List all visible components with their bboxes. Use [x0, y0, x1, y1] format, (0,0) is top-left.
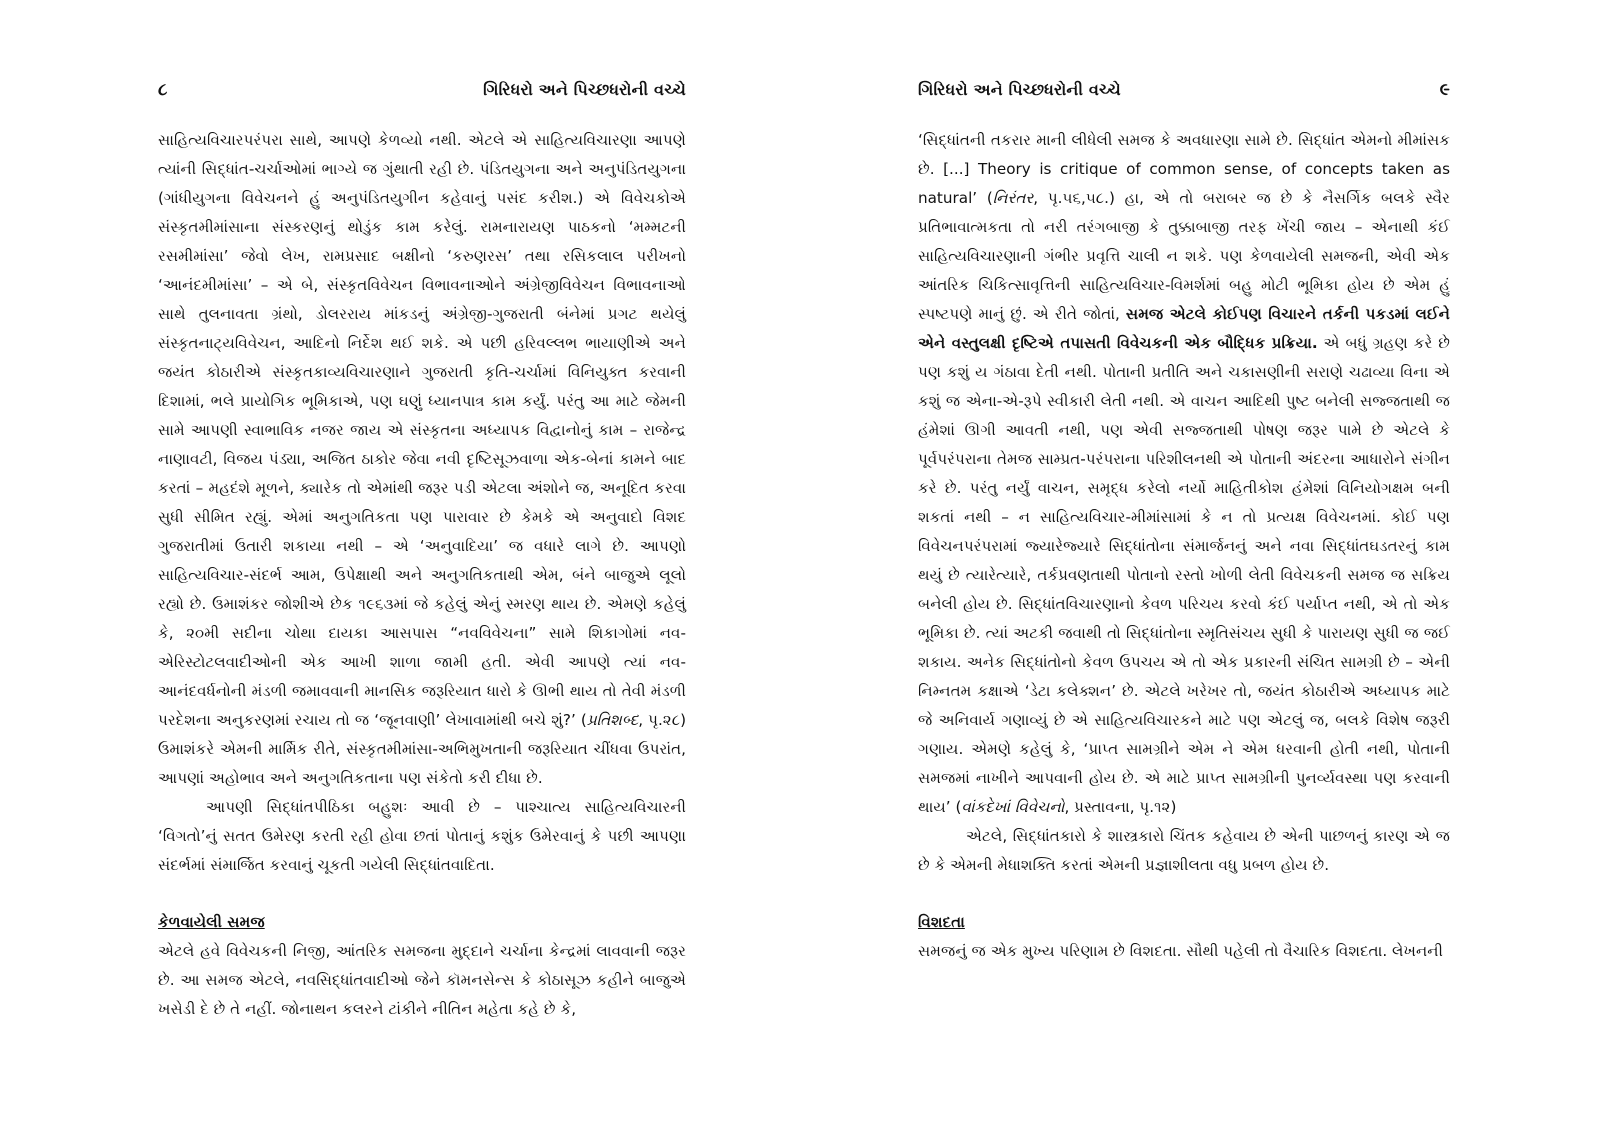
right-para1-start: ‘સિદ્ધાંતની તકરાર માની લીધેલી સમજ કે અવધારણા સામે છે. સિદ્ધાંત એમનો મીમાંસક છે. [...] Theory is critique of common sense, of concepts taken as natural’ ( [918, 131, 1450, 207]
left-para1-end: , પૃ.૨૮) ઉમાશંકરે એમની માર્મિક રીતે, સંસ્કૃતમીમાંસા-અભિમુખતાની જરૂરિયાત ચીંધવા ઉપરાંત, આપણાં અહોભાવ અને અનુગતિકતાના પણ સંકેતો કરી દીધા છે. [158, 711, 686, 787]
right-para1-bold: સમજ એટલે કોઈપણ વિચારને તર્કની પકડમાં લઈને એને વસ્તુલક્ષી દૃષ્ટિએ તપાસતી વિવેચકની એક બૌદ્ધિક પ્રક્રિયા. [918, 305, 1450, 352]
right-para1-citation-2: વાંકદેખાં વિવેચનો [961, 798, 1065, 816]
right-para1-end: , પ્રસ્તાવના, પૃ.૧૨) [1064, 798, 1177, 816]
left-page-number: ૮ [158, 80, 168, 100]
right-paragraph-3: સમજનું જ એક મુખ્ય પરિણામ છે વિશદતા. સૌથી પહેલી તો વૈચારિક વિશદતા. લેખનની [918, 942, 1443, 960]
left-paragraph-1 [158, 126, 686, 793]
right-page-number: ૯ [1439, 80, 1450, 100]
left-running-title: ગિરિધરો અને પિચ્છધરોની વચ્ચે [483, 80, 686, 99]
right-body-text [918, 126, 1450, 966]
left-running-head [158, 80, 686, 104]
right-paragraph-1 [918, 126, 1450, 822]
right-para1-citation: નિરંતર [992, 189, 1034, 207]
right-running-head [918, 80, 1450, 104]
left-paragraph-2: આપણી સિદ્ધાંતપીઠિકા બહુશઃ આવી છે – પાશ્ચાત્ય સાહિત્યવિચારની ‘વિગતો’નું સતત ઉમેરણ કરતી રહી હોવા છતાં પોતાનું કશુંક ઉમેરવાનું કે પછી આપણા સંદર્ભમાં સંમાર્જિત કરવાનું ચૂકતી ગયેલી સિદ્ધાંતવાદિતા. [158, 798, 686, 874]
right-para1-mid: , પૃ.૫૬,૫૮.) હા, એ તો બરાબર જ છે કે નૈસર્ગિક બલકે સ્વૈર પ્રતિભાવાત્મકતા તો નરી તરંગબાજી કે તુક્કાબાજી તરફ ખેંચી જાય – એનાથી કંઈ સાહિત્યવિચારણાની ગંભીર પ્રવૃત્તિ ચાલી ન શકે. પણ કેળવાયેલી સમજની, એવી એક આંતરિક ચિકિત્સાવૃત્તિની સાહિત્યવિચાર-વિમર્શમાં બહુ મોટી ભૂમિકા હોય છે એમ હું સ્પષ્ટપણે માનું છું. એ રીતે જોતાં, [918, 189, 1450, 323]
right-section-heading: વિશદતા [918, 913, 965, 931]
left-para1-citation: પ્રતિશબ્દ [586, 711, 639, 729]
left-section-heading: કેળવાયેલી સમજ [158, 913, 265, 931]
right-para1-rest: એ બધું ગ્રહણ કરે છે પણ કશું ય ગંઠાવા દેતી નથી. પોતાની પ્રતીતિ અને ચકાસણીની સરાણે ચઢાવ્યા વિના એ કશું જ એના-એ-રૂપે સ્વીકારી લેતી નથી. એ વાચન આદિથી પુષ્ટ બનેલી સજ્જતાથી જ હંમેશાં ઊગી આવતી નથી, પણ એવી સજ્જતાથી પોષણ જરૂર પામે છે એટલે કે પૂર્વપરંપરાના તેમજ સામ્પ્રત-પરંપરાના પરિશીલનથી એ પોતાની અંદરના આધારોને સંગીન કરે છે. પરંતુ નર્યું વાચન, સમૃદ્ધ કરેલો નર્યો માહિતીકોશ હંમેશાં વિનિયોગક્ષમ બની શકતાં નથી – ન સાહિત્યવિચાર-મીમાંસામાં કે ન તો પ્રત્યક્ષ વિવેચનમાં. કોઈ પણ વિવેચનપરંપરામાં જ્યારેજ્યારે સિદ્ધાંતોના સંમાર્જનનું અને નવા સિદ્ધાંતઘડતરનું કામ થયું છે ત્યારેત્યારે, તર્કપ્રવણતાથી પોતાનો રસ્તો ખોળી લેતી વિવેચકની સમજ જ સક્રિય બનેલી હોય છે. સિદ્ધાંતવિચારણાનો કેવળ પરિચય કરવો કંઈ પર્યાપ્ત નથી, એ તો એક ભૂમિકા છે. ત્યાં અટકી જવાથી તો સિદ્ધાંતોના સ્મૃતિસંચય સુધી કે પારાયણ સુધી જ જઈ શકાય. અનેક સિદ્ધાંતોનો કેવળ ઉપચય એ તો એક પ્રકારની સંચિત સામગ્રી છે – એની નિમ્નતમ કક્ષાએ ‘ડેટા કલેક્શન’ છે. એટલે ખરેખર તો, જયંત કોઠારીએ અધ્યાપક માટે જે અનિવાર્ય ગણાવ્યું છે એ સાહિત્યવિચારકને માટે પણ એટલું જ, બલકે વિશેષ જરૂરી ગણાય. એમણે કહેલું કે, ‘પ્રાપ્ત સામગ્રીને એમ ને એમ ધરવાની હોતી નથી, પોતાની સમજમાં નાખીને આપવાની હોય છે. એ માટે પ્રાપ્ત સામગ્રીની પુનર્વ્યવસ્થા પણ કરવાની થાય’ ( [918, 334, 1450, 816]
left-para1-text: સાહિત્યવિચારપરંપરા સાથે, આપણે કેળવ્યો નથી. એટલે એ સાહિત્યવિચારણા આપણે ત્યાંની સિદ્ધાંત-ચર્ચાઓમાં ભાગ્યે જ ગુંથાતી રહી છે. પંડિતયુગના અને અનુપંડિતયુગના (ગાંધીયુગના વિવેચનને હું અનુપંડિતયુગીન કહેવાનું પસંદ કરીશ.) એ વિવેચકોએ સંસ્કૃતમીમાંસાના સંસ્કરણનું થોડુંક કામ કરેલું. રામનારાયણ પાઠકનો ‘મમ્મટની રસમીમાંસા’ જેવો લેખ, રામપ્રસાદ બક્ષીનો ‘કરુણરસ’ તથા રસિકલાલ પરીખનો ‘આનંદમીમાંસા’ – એ બે, સંસ્કૃતવિવેચન વિભાવનાઓને અંગ્રેજીવિવેચન વિભાવનાઓ સાથે તુલનાવતા ગ્રંથો, ડોલરરાય માંકડનું અંગ્રેજી-ગુજરાતી બંનેમાં પ્રગટ થયેલું સંસ્કૃતનાટ્યવિવેચન, આદિનો નિર્દેશ થઈ શકે. એ પછી હરિવલ્લભ ભાયાણીએ અને જયંત કોઠારીએ સંસ્કૃતકાવ્યવિચારણાને ગુજરાતી કૃતિ-ચર્ચામાં વિનિયુક્ત કરવાની દિશામાં, ભલે પ્રાયોગિક ભૂમિકાએ, પણ ઘણું ધ્યાનપાત્ર કામ કર્યું. પરંતુ આ માટે જેમની સામે આપણી સ્વાભાવિક નજર જાય એ સંસ્કૃતના અધ્યાપક વિદ્વાનોનું કામ – રાજેન્દ્ર નાણાવટી, વિજય પંડ્યા, અજિત ઠાકોર જેવા નવી દૃષ્ટિસૂઝવાળા એક-બેનાં કામને બાદ કરતાં – મહદંશે મૂળને, ક્યારેક તો એમાંથી જરૂર પડી એટલા અંશોને જ, અનૂદિત કરવા સુધી સીમિત રહ્યું. એમાં અનુગતિકતા પણ પારાવાર છે કેમકે એ અનુવાદો વિશદ ગુજરાતીમાં ઉતારી શકાયા નથી – એ ‘અનુવાદિયા’ જ વધારે લાગે છે. આપણો સાહિત્યવિચાર-સંદર્ભ આમ, ઉપેક્ષાથી અને અનુગતિકતાથી એમ, બંને બાજુએ લૂલો રહ્યો છે. ઉમાશંકર જોશીએ છેક ૧૯૬૩માં જે કહેલું એનું સ્મરણ થાય છે. એમણે કહેલું કે, ૨૦મી સદીના ચોથા દાયકા આસપાસ “નવવિવેચના” સામે શિકાગોમાં નવ-એરિસ્ટોટલવાદીઓની એક આખી શાળા જામી હતી. એવી આપણે ત્યાં નવ-આનંદવર્ધનોની મંડળી જમાવવાની માનસિક જરૂરિયાત ધારો કે ઊભી થાય તો તેવી મંડળી પરદેશના અનુકરણમાં રચાય તો જ ‘જૂનવાણી’ લેખાવામાંથી બચે શું?’ ( [158, 131, 686, 729]
left-paragraph-3: એટલે હવે વિવેચકની નિજી, આંતરિક સમજના મુદ્દાને ચર્ચાના કેન્દ્રમાં લાવવાની જરૂર છે. આ સમજ એટલે, નવસિદ્ધાંતવાદીઓ જેને કૉમનસેન્સ કે કોઠાસૂઝ કહીને બાજુએ ખસેડી દે છે તે નહીં. જોનાથન કલરને ટાંકીને નીતિન મહેતા કહે છે કે, [158, 942, 686, 1018]
left-body-text [158, 126, 686, 1024]
left-page [158, 0, 686, 1131]
right-page [918, 0, 1450, 1131]
right-paragraph-2: એટલે, સિદ્ધાંતકારો કે શાસ્ત્રકારો ચિંતક કહેવાય છે એની પાછળનું કારણ એ જ છે કે એમની મેધાશક્તિ કરતાં એમની પ્રજ્ઞાશીલતા વધુ પ્રબળ હોય છે. [918, 827, 1450, 874]
right-running-title: ગિરિધરો અને પિચ્છધરોની વચ્ચે [918, 80, 1121, 99]
